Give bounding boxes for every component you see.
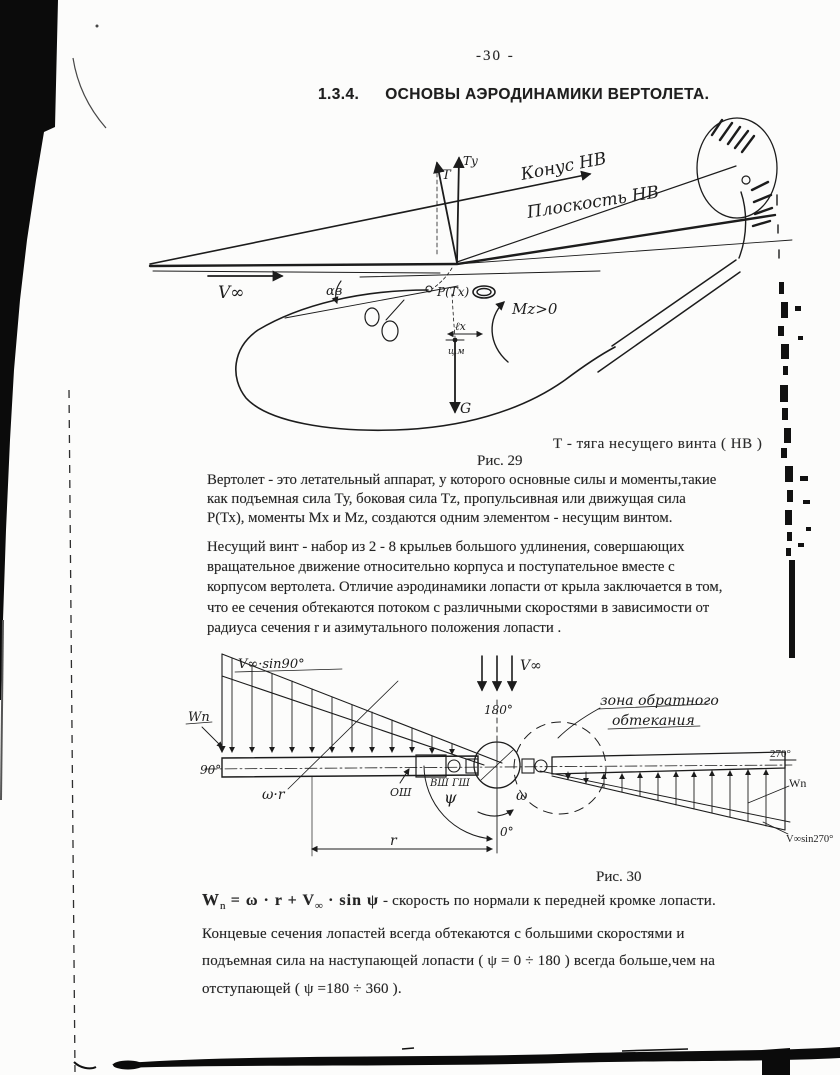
paragraph-2-line: вращательное движение относительно корпуса и поступательное вместе с [207,559,675,576]
formula-w: W [202,890,220,909]
formula-description: - скорость по нормали к передней кромке лопасти. [379,893,716,909]
fig29-label-v-inf: V∞ [218,283,245,303]
fig30-label-r: r [390,833,397,849]
formula-paragraph [202,886,827,1003]
fig29-label-t: T [442,168,451,183]
fig29-label-konus-nv: Конус НВ [519,148,609,185]
fig30-label-270deg: 270° [770,748,791,760]
fig30-label-omega: ω [516,788,528,804]
formula-tail: · sin ψ [323,892,380,909]
paragraph-3-line: подъемная сила на наступающей лопасти ( ψ = 0 ÷ 180 ) всегда больше,чем на [202,953,716,970]
fig30-label-90deg: 90° [200,763,222,777]
fig30-label-omega-r: ω·r [262,787,285,803]
fig30-label-zone-line2: обтекания [612,713,695,729]
fig30-label-v-inf: V∞ [520,658,542,674]
paragraph-1-line: как подъемная сила Ту, боковая сила Тz, пропульсивная или движущая сила [207,491,686,508]
section-number: 1.3.4. [318,86,360,103]
fig30-label-vsin270: V∞sin270° [786,834,834,845]
formula-w-subscript: n [220,900,226,912]
paragraph-1-line: Вертолет - это летательный аппарат, у которого основные силы и моменты,такие [207,472,717,488]
tail-rotor-hatching [712,120,772,226]
fig30-label-psi: ψ [444,788,457,807]
section-heading [318,86,709,104]
fig30-label-wn-right: Wn [789,776,807,790]
paragraph-2 [207,537,817,638]
fig29-note: Т - тяга несущего винта ( НВ ) [553,436,763,452]
paragraph-2-line: корпусом вертолета. Отличие аэродинамики лопасти от крыла заключается в том, [207,579,723,596]
section-title: ОСНОВЫ АЭРОДИНАМИКИ ВЕРТОЛЕТА. [385,86,710,103]
fig29-caption: Рис. 29 [477,453,523,469]
fig29-label-mz: Mz>0 [512,300,558,318]
paragraph-2-line: радиуса сечения r и азимутального положения лопасти . [207,619,562,636]
fig29-label-ty: Tу [463,154,478,168]
fig29-label-g: G [460,401,472,417]
paragraph-1-line: Р(Тх), моменты Мх и Мz, создаются одним элементом - несущим винтом. [207,510,673,527]
fig30-label-osh: ОШ [390,786,412,799]
fig30-label-vsin90: V∞·sin90° [238,657,305,672]
paragraph-2-line: Несущий винт - набор из 2 - 8 крыльев большого удлинения, совершающих [207,539,685,555]
fig29-label-lx: ℓх [455,320,466,333]
paragraph-1 [207,471,817,529]
fig30-label-0deg: 0° [500,825,514,839]
formula-mid: = ω · r + V [225,892,316,909]
fig29-label-p-tx: P(Tх) [437,285,470,299]
fig30-label-vsh-gsh: ВШ ГШ [430,778,470,789]
figure-30-velocity-diagram [186,654,796,856]
fig30-label-wn-left: Wn [188,710,210,725]
paragraph-3-line: отступающей ( ψ =180 ÷ 360 ). [202,980,402,997]
retreating-blade-arrows [568,770,766,826]
fig30-label-zone-line1: зона обратного [600,693,719,709]
formula-inf-subscript: ∞ [315,900,324,912]
formula-line [202,886,827,921]
fig30-label-180deg: 180° [484,703,513,717]
fig30-caption: Рис. 30 [596,869,642,885]
paragraph-2-line: что ее сечения обтекаются потоком с различными скоростями в зависимости от [207,599,710,616]
paragraph-3-line: Концевые сечения лопастей всегда обтекаются с большими скоростями и [202,925,685,942]
page-number: -30 - [476,48,515,64]
freestream-arrows [482,656,512,690]
fig29-label-ploskost-nv: Плоскость НВ [525,182,661,223]
advancing-blade-arrows [232,658,452,754]
fig29-label-cm: ц.м [448,347,465,357]
fig29-label-alpha: αв [326,284,343,299]
